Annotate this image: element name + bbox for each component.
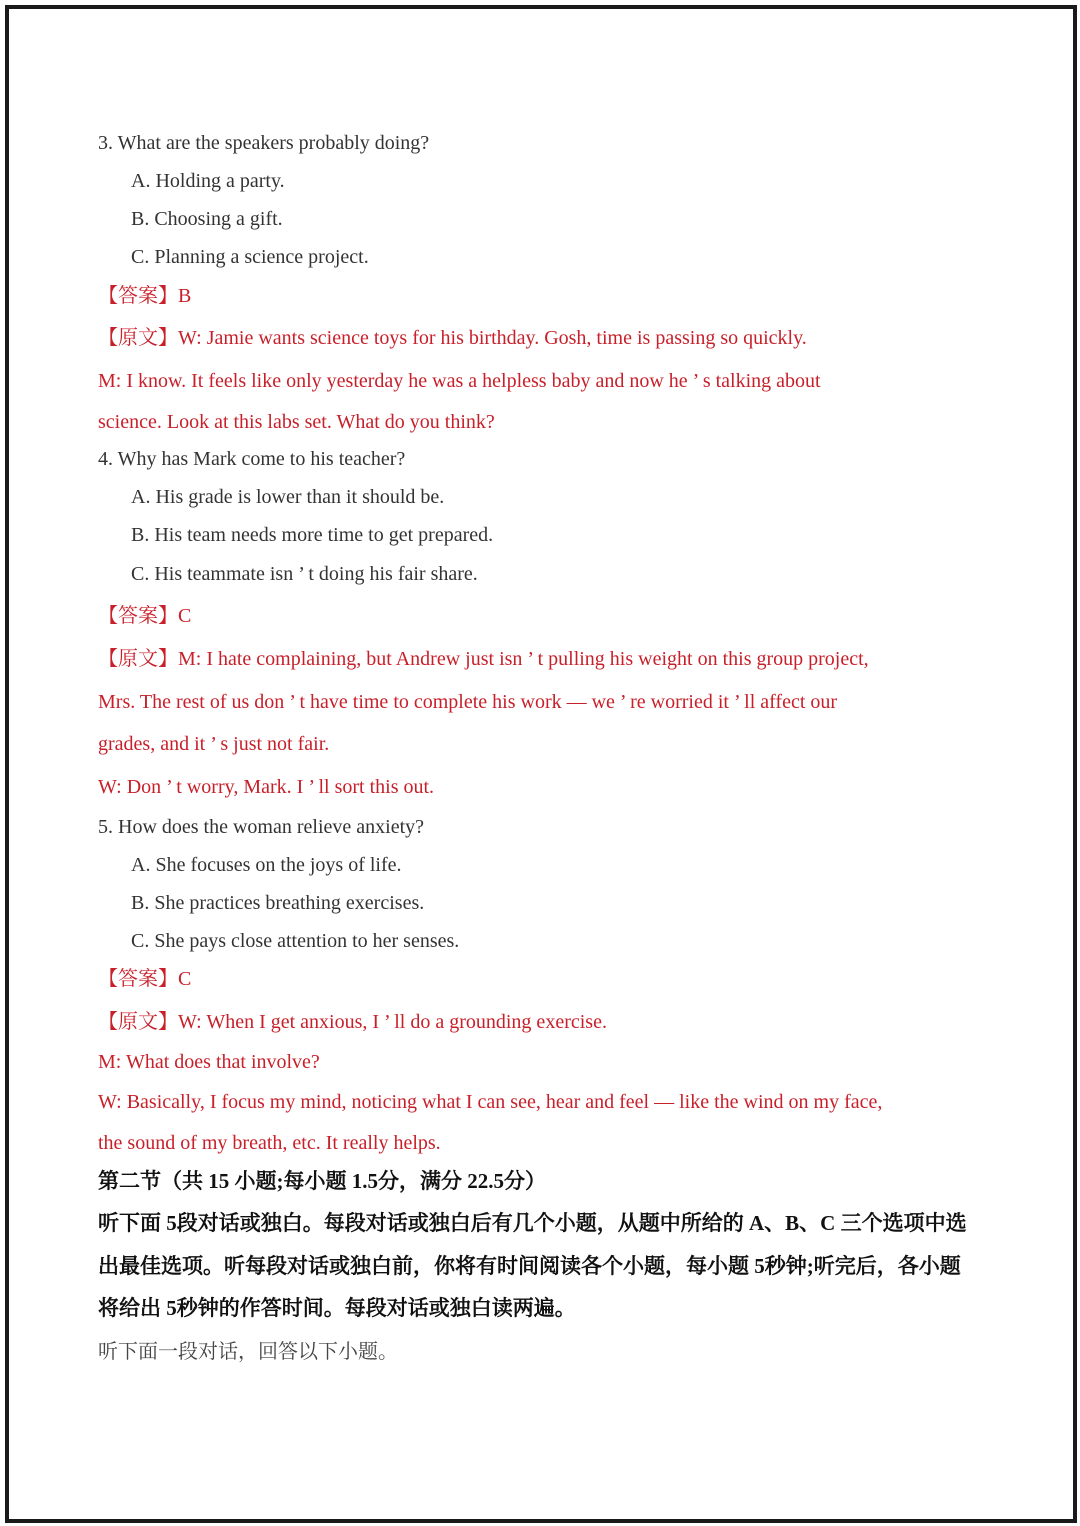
question-3-stem: 3. What are the speakers probably doing? [98, 132, 430, 154]
section-2-heading: 第二节（共 15 小题;每小题 1.5分，满分 22.5分） [98, 1169, 546, 1193]
question-4-answer: 【答案】C [98, 605, 192, 627]
question-4-transcript-line: grades, and it ’ s just not fair. [98, 733, 330, 755]
section-2-prompt: 听下面一段对话，回答以下小题。 [98, 1341, 398, 1363]
question-4-stem: 4. Why has Mark come to his teacher? [98, 448, 406, 470]
question-4-option-a: A. His grade is lower than it should be. [131, 486, 445, 508]
question-5-transcript-line: 【原文】W: When I get anxious, I ’ ll do a grounding exercise. [98, 1011, 607, 1033]
question-5-answer: 【答案】C [98, 968, 192, 990]
question-3-option-a: A. Holding a party. [131, 170, 285, 192]
question-4-transcript-line: 【原文】M: I hate complaining, but Andrew just isn ’ t pulling his weight on this group project, [98, 648, 869, 670]
question-5-option-b: B. She practices breathing exercises. [131, 892, 425, 914]
question-3-transcript-line: 【原文】W: Jamie wants science toys for his birthday. Gosh, time is passing so quickly. [98, 327, 807, 349]
question-3-option-b: B. Choosing a gift. [131, 208, 283, 230]
question-5-transcript-line: M: What does that involve? [98, 1051, 320, 1073]
section-2-instruction-line: 听下面 5段对话或独白。每段对话或独白后有几个小题，从题中所给的 A、B、C 三个选项中选 [98, 1211, 967, 1235]
question-5-stem: 5. How does the woman relieve anxiety? [98, 816, 425, 838]
question-5-transcript-line: W: Basically, I focus my mind, noticing what I can see, hear and feel — like the wind on my face, [98, 1091, 883, 1113]
question-3-answer: 【答案】B [98, 285, 192, 307]
section-2-instruction-line: 出最佳选项。听每段对话或独白前，你将有时间阅读各个小题，每小题 5秒钟;听完后，各小题 [98, 1254, 961, 1278]
section-2-instruction-line: 将给出 5秒钟的作答时间。每段对话或独白读两遍。 [98, 1296, 576, 1320]
question-4-option-b: B. His team needs more time to get prepared. [131, 524, 494, 546]
question-5-transcript-line: the sound of my breath, etc. It really helps. [98, 1132, 441, 1154]
question-4-option-c: C. His teammate isn ’ t doing his fair share. [131, 563, 478, 585]
question-3-transcript-line: science. Look at this labs set. What do you think? [98, 411, 495, 433]
question-5-option-c: C. She pays close attention to her senses. [131, 930, 460, 952]
question-3-transcript-line: M: I know. It feels like only yesterday he was a helpless baby and now he ’ s talking about [98, 370, 821, 392]
question-4-transcript-line: W: Don ’ t worry, Mark. I ’ ll sort this out. [98, 776, 435, 798]
question-5-option-a: A. She focuses on the joys of life. [131, 854, 402, 876]
question-3-option-c: C. Planning a science project. [131, 246, 369, 268]
question-4-transcript-line: Mrs. The rest of us don ’ t have time to complete his work — we ’ re worried it ’ ll affect our [98, 691, 838, 713]
